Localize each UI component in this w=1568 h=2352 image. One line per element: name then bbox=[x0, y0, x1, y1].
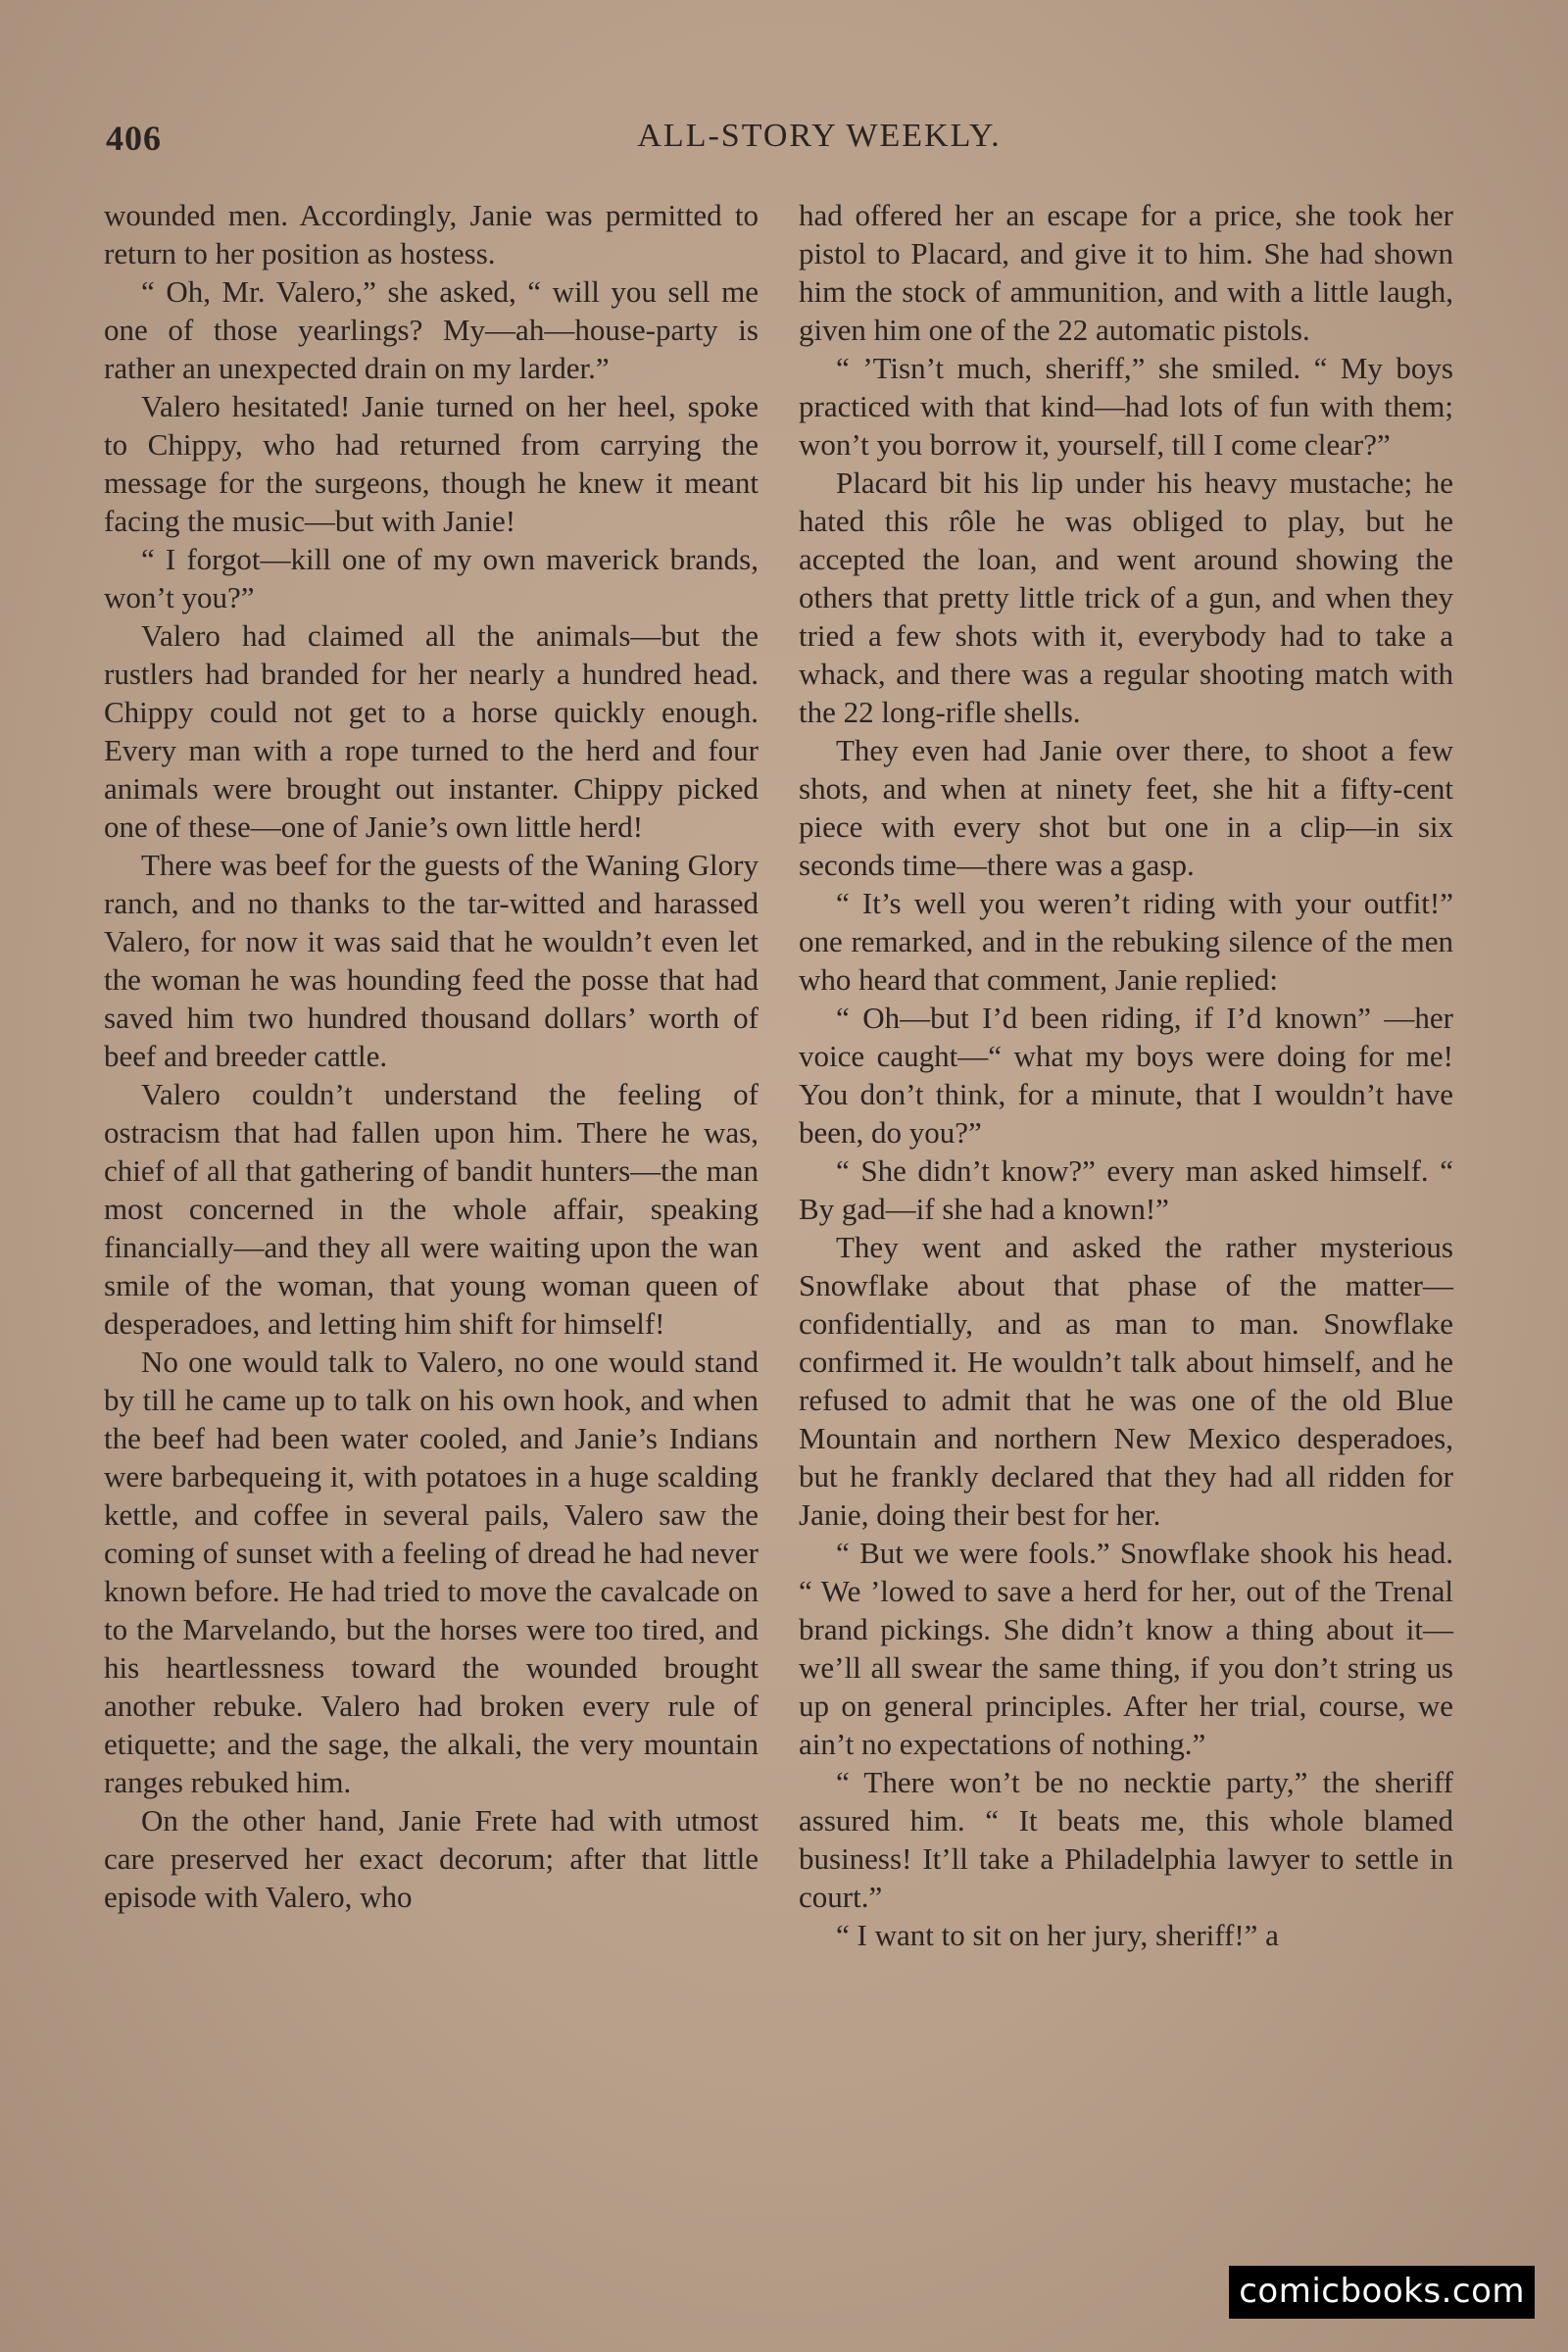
paragraph: Valero had claimed all the animals—but the rustlers had branded for her nearly a hundred head. Chippy could not get to a horse quickly enough. Every man with a rope turned to the herd and four animals were brought out instanter. Chippy picked one of these—one of Janie’s own little herd! bbox=[104, 618, 759, 844]
paragraph: “ Oh—but I’d been riding, if I’d known” —her voice caught—“ what my boys were doing for me! You don’t think, for a minute, that I wouldn’t have been, do you?” bbox=[799, 1001, 1453, 1150]
watermark-logo: comicbooks.com bbox=[1229, 2266, 1535, 2319]
paragraph: Placard bit his lip under his heavy mustache; he hated this rôle he was obliged to play, but he accepted the loan, and went around showing the others that pretty little trick of a gun, and when they tried a few shots with it, everybody had to take a whack, and there was a regular shooting match with the 22 long-rifle shells. bbox=[799, 466, 1453, 729]
paragraph: “ I want to sit on her jury, sheriff!” a bbox=[836, 1918, 1279, 1952]
page-header bbox=[106, 118, 1454, 167]
paragraph: “ It’s well you weren’t riding with your outfit!” one remarked, and in the rebuking silence of the men who heard that comment, Janie replied: bbox=[799, 886, 1453, 997]
paragraph: wounded men. Accordingly, Janie was permitted to return to her position as hostess. bbox=[104, 198, 759, 270]
page-number: 406 bbox=[106, 119, 162, 158]
paragraph: They went and asked the rather mysterious Snowflake about that phase of the matter—confidentially, and as man to man. Snowflake confirmed it. He wouldn’t talk about himself, and he refused to admit that he was one of the old Blue Mountain and northern New Mexico desperadoes, but he frankly declared that they had all ridden for Janie, doing their best for her. bbox=[799, 1230, 1453, 1532]
paragraph: They even had Janie over there, to shoot a few shots, and when at ninety feet, she hit a fifty-cent piece with every shot but one in a clip—in six seconds time—there was a gasp. bbox=[799, 733, 1453, 882]
paragraph: “ Oh, Mr. Valero,” she asked, “ will you sell me one of those yearlings? My—ah—house-party is rather an unexpected drain on my larder.” bbox=[104, 274, 759, 385]
paragraph: “ There won’t be no necktie party,” the sheriff assured him. “ It beats me, this whole blamed business! It’ll take a Philadelphia lawyer to settle in court.” bbox=[799, 1765, 1453, 1914]
paragraph: Valero hesitated! Janie turned on her heel, spoke to Chippy, who had returned from carrying the message for the surgeons, though he knew it meant facing the music—but with Janie! bbox=[104, 389, 759, 538]
paragraph: “ ’Tisn’t much, sheriff,” she smiled. “ My boys practiced with that kind—had lots of fun with them; won’t you borrow it, yourself, till I come clear?” bbox=[799, 351, 1453, 462]
right-column bbox=[799, 196, 1453, 1954]
running-head: ALL-STORY WEEKLY. bbox=[637, 118, 1002, 154]
paragraph: “ But we were fools.” Snowflake shook his head. “ We ’lowed to save a herd for her, out of the Trenal brand pickings. She didn’t know a thing about it—we’ll all swear the same thing, if you don’t string us up on general principles. After her trial, course, we ain’t no expectations of nothing.” bbox=[799, 1536, 1453, 1761]
paragraph: No one would talk to Valero, no one would stand by till he came up to talk on his own hook, and when the beef had been water cooled, and Janie’s Indians were barbequeing it, with potatoes in a huge scalding kettle, and coffee in several pails, Valero saw the coming of sunset with a feeling of dread he had never known before. He had tried to move the cavalcade on to the Marvelando, but the horses were too tired, and his heartlessness toward the wounded brought another rebuke. Valero had broken every rule of etiquette; and the sage, the alkali, the very mountain ranges rebuked him. bbox=[104, 1345, 759, 1799]
paragraph: had offered her an escape for a price, she took her pistol to Placard, and give it to him. She had shown him the stock of ammunition, and with a little laugh, given him one of the 22 automatic pistols. bbox=[799, 198, 1453, 347]
paragraph: There was beef for the guests of the Waning Glory ranch, and no thanks to the tar-witted and harassed Valero, for now it was said that he wouldn’t even let the woman he was hounding feed the posse that had saved him two hundred thousand dollars’ worth of beef and breeder cattle. bbox=[104, 848, 759, 1073]
paragraph: Valero couldn’t understand the feeling of ostracism that had fallen upon him. There he was, chief of all that gathering of bandit hunters—the man most concerned in the whole affair, speaking financially—and they all were waiting upon the wan smile of the woman, that young woman queen of desperadoes, and letting him shift for himself! bbox=[104, 1077, 759, 1341]
paragraph: “ I forgot—kill one of my own maverick brands, won’t you?” bbox=[104, 542, 759, 614]
paragraph: “ She didn’t know?” every man asked himself. “ By gad—if she had a known!” bbox=[799, 1153, 1453, 1226]
left-column bbox=[104, 196, 759, 1916]
paragraph: On the other hand, Janie Frete had with utmost care preserved her exact decorum; after that little episode with Valero, who bbox=[104, 1803, 759, 1914]
